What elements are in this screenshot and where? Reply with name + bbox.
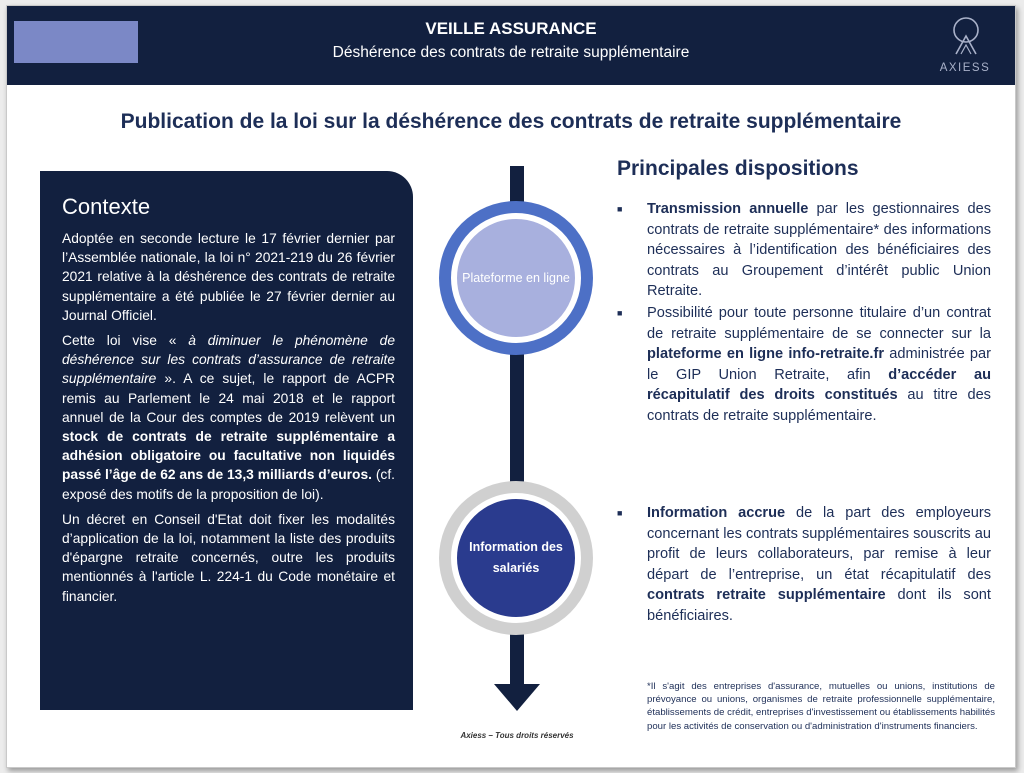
context-heading: Contexte [62,194,151,219]
disposition-rest: de la part des employeurs concernant les contrats supplémentaires souscrits au profit de leurs collaborateurs, par remise à leur départ de l’entreprise, un état récapitulatif des [647,505,991,583]
context-panel [40,171,413,710]
disposition-rest: administrée par le GIP Union Retraite, afin [647,346,991,383]
step-label-information: Information des salariés [451,493,581,623]
context-paragraph-3: Un décret en Conseil d'Etat doit fixer les modalités d’application de la loi, notamment la liste des produits d'épargne retraite concernés, outre les produits mentionnés à l'article L. 224-1 du Code monétaire et financier. [62,511,395,604]
disposition-rest: Possibilité pour toute personne titulaire d’un contrat de retraite supplémentaire de se connecter sur la [647,305,991,342]
context-paragraph-1: Adoptée en seconde lecture le 17 février dernier par l’Assemblée nationale, la loi n° 2021-219 du 26 février 2021 relative à la déshérence des contrats de retraite supplémentaire a été publiée le 27 février dernier au Journal Officiel. [62,231,395,323]
disposition-item-3 [617,503,991,626]
context-text: Cette loi vise « [62,333,189,349]
context-quote: à diminuer le phénomène de déshérence sur les contrats d’assurance de retraite supplémentaire [62,333,395,387]
timeline [428,166,608,714]
disposition-highlight: contrats retraite supplémentaire [647,587,886,603]
bullet-icon: ■ [617,308,623,318]
header-banner [7,6,1015,85]
bullet-icon: ■ [617,508,623,518]
context-text: ». A ce sujet, le rapport de ACPR remis au Parlement le 24 mai 2018 et le rapport annuel de la Cour des comptes de 2019 relèvent un [62,371,395,425]
header-title: VEILLE ASSURANCE [425,19,597,38]
disposition-rest: dont ils sont bénéficiaires. [647,587,991,624]
timeline-step-1 [439,201,593,355]
disposition-highlight: d’accéder au récapitulatif des droits constitués [647,366,991,403]
logo-text: AXIESS [939,62,991,74]
disposition-highlight: Transmission annuelle [647,201,809,217]
dispositions-title: Principales dispositions [617,157,859,180]
disposition-text [647,199,991,302]
bullet-icon: ■ [617,204,623,214]
disposition-highlight: plateforme en ligne info-retraite.fr [647,346,885,362]
disposition-item-2 [617,303,991,426]
context-paragraph-2 [62,331,395,504]
page-title: Publication de la loi sur la déshérence des contrats de retraite supplémentaire [120,110,902,133]
disposition-rest: au titre des contrats de retraite supplémentaire. [647,387,991,424]
timeline-step-2 [439,481,593,635]
disposition-rest: par les gestionnaires des contrats de retraite supplémentaire* des informations nécessaires à l’identification des bénéficiaires des contrats au Groupement d’intérêt public Union Retraite. [647,201,992,299]
disposition-text [647,503,991,626]
slide [6,5,1016,768]
footnote: *Il s'agit des entreprises d'assurance, mutuelles ou unions, institutions de prévoyance ou unions, organismes de retraite professionnelle supplémentaire, établissements de crédit, entreprises d'investissement ou établissements habilités pour les activités de conservation ou d'administration d'instruments financiers. [647,681,995,732]
disposition-text [647,303,991,426]
disposition-highlight: Information accrue [647,505,786,521]
header-subtitle: Déshérence des contrats de retraite supplémentaire [332,44,690,61]
context-text: (cf. exposé des motifs de la proposition de loi). [62,467,395,502]
disposition-item-1 [617,199,991,302]
context-highlight: stock de contrats de retraite supplémentaire a adhésion obligatoire ou facultative non liquidés passé l’âge de 62 ans de 13,3 milliards d’euros. [62,429,395,483]
copyright: Axiess – Tous droits réservés [460,731,574,740]
axiess-logo-icon [950,16,982,58]
step-label-plateforme: Plateforme en ligne [451,213,581,343]
